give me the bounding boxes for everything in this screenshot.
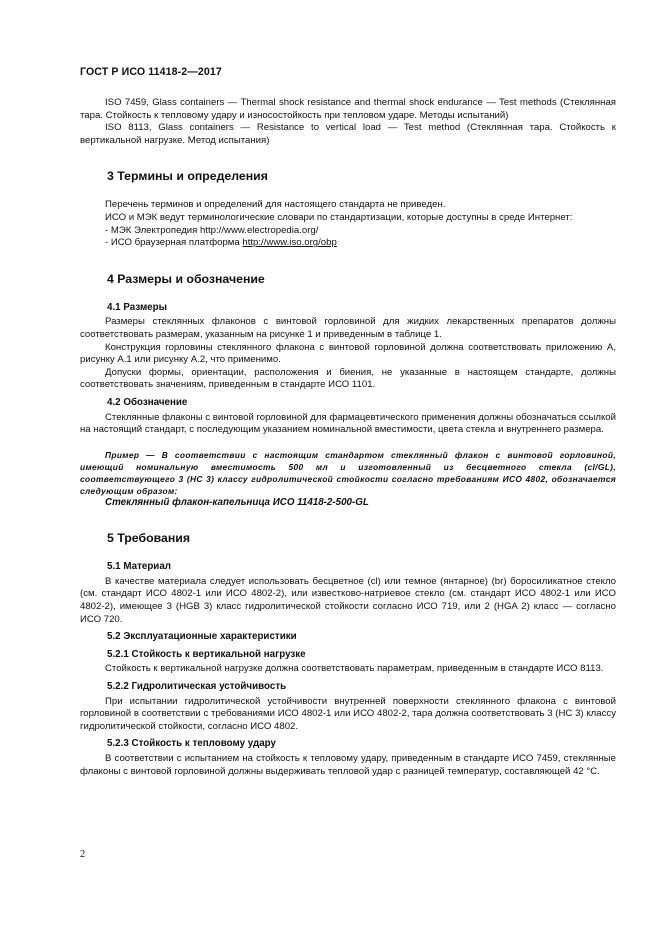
standard-code-header: ГОСТ Р ИСО 11418-2—2017 bbox=[80, 66, 222, 78]
example-designation: Стеклянный флакон-капельница ИСО 11418-2-500-GL bbox=[105, 496, 369, 508]
subsection-5-2-2-heading: 5.2.2 Гидролитическая устойчивость bbox=[107, 681, 287, 693]
list-item bbox=[80, 237, 616, 250]
paragraph: Допуски формы, ориентации, расположения и биения, не указанные в настоящем стандарте, должны соответствовать значениям, приведенным в стандарте ИСО 1101. bbox=[80, 366, 616, 391]
list-item: - МЭК Электропедия http://www.electropedia.org/ bbox=[105, 224, 319, 236]
subsection-4-1-heading: 4.1 Размеры bbox=[107, 301, 167, 313]
paragraph: При испытании гидролитической устойчивости внутренней поверхности стеклянного флакона с винтовой горловиной в соответствии с требованиями ИСО 4802-1 или ИСО 4802-2, тара должна соответствовать 3 (НС 3) классу гидролитической стойкости, согласно ИСО 4802. bbox=[80, 695, 616, 732]
example-note: Пример — В соответствии с настоящим стандартом стеклянный флакон с винтовой горловиной, имеющий номинальную вместимость 500 мл и изготовленный из бесцветного стекла (cl/GL), соответствующего 3 (НС 3) классу гидролитической стойкости согласно требованиям ИСО 4802, обозначается следующим образом: bbox=[80, 449, 616, 496]
subsection-5-2-heading: 5.2 Эксплуатационные характеристики bbox=[107, 631, 297, 643]
subsection-5-1-heading: 5.1 Материал bbox=[107, 561, 171, 573]
subsection-5-2-1-heading: 5.2.1 Стойкость к вертикальной нагрузке bbox=[107, 648, 306, 660]
subsection-5-2-3-heading: 5.2.3 Стойкость к тепловому удару bbox=[107, 738, 276, 750]
section-3-heading: 3 Термины и определения bbox=[107, 169, 268, 184]
document-body bbox=[80, 97, 616, 778]
normative-reference: ISO 7459, Glass containers — Thermal shock resistance and thermal shock endurance — Test methods (Стеклянная тара. Стойкость к тепловому удару и износостойкость при тепловом ударе. Методы испытаний) bbox=[80, 97, 616, 121]
paragraph: Стеклянные флаконы с винтовой горловиной для фармацевтического применения должны обозначаться ссылкой на настоящий стандарт, с последующим указанием номинальной вместимости, цвета стекла и внутреннего размера. bbox=[80, 411, 616, 436]
normative-reference: ISO 8113, Glass containers — Resistance to vertical load — Test method (Стеклянная тара. Стойкость к вертикальной нагрузке. Метод испытания) bbox=[80, 122, 616, 146]
section-4-heading: 4 Размеры и обозначение bbox=[107, 271, 265, 286]
subsection-4-2-heading: 4.2 Обозначение bbox=[107, 396, 188, 408]
list-item-text: - ИСО браузерная платформа bbox=[105, 237, 243, 249]
paragraph: Стойкость к вертикальной нагрузке должна соответствовать параметрам, приведенным в стандарте ИСО 8113. bbox=[105, 663, 604, 675]
paragraph: Конструкция горловины стеклянного флакона с винтовой горловиной должна соответствовать приложению А, рисунку А.1 или рисунку А.2, что применимо. bbox=[80, 341, 616, 366]
paragraph: В качестве материала следует использовать бесцветное (cl) или темное (янтарное) (br) боросиликатное стекло (см. стандарт ИСО 4802-1 или ИСО 4802-2), или известково-натриевое стекло (см. стандарт ИСО 4802-1 или ИСО 4802-2), имеющее 3 (HGB 3) класс гидролитической стойкости согласно ИСО 719, или 2 (HGA 2) класс — согласно ИСО 720. bbox=[80, 575, 616, 625]
paragraph: Размеры стеклянных флаконов с винтовой горловиной для жидких лекарственных препаратов должны соответствовать размерам, указанным на рисунке 1 и приведенным в таблице 1. bbox=[80, 316, 616, 340]
paragraph: Перечень терминов и определений для настоящего стандарта не приведен. bbox=[105, 199, 446, 211]
section-5-heading: 5 Требования bbox=[107, 531, 190, 546]
paragraph: ИСО и МЭК ведут терминологические словари по стандартизации, которые доступны в среде Интернет: bbox=[105, 211, 573, 223]
iso-obp-link[interactable]: http://www.iso.org/obp bbox=[242, 237, 337, 249]
paragraph: В соответствии с испытанием на стойкость к тепловому удару, приведенным в стандарте ИСО 7459, стеклянные флаконы с винтовой горловиной должны выдерживать тепловой удар с разницей температур, составляющей 42 °С. bbox=[80, 753, 616, 777]
page-number: 2 bbox=[80, 849, 86, 860]
